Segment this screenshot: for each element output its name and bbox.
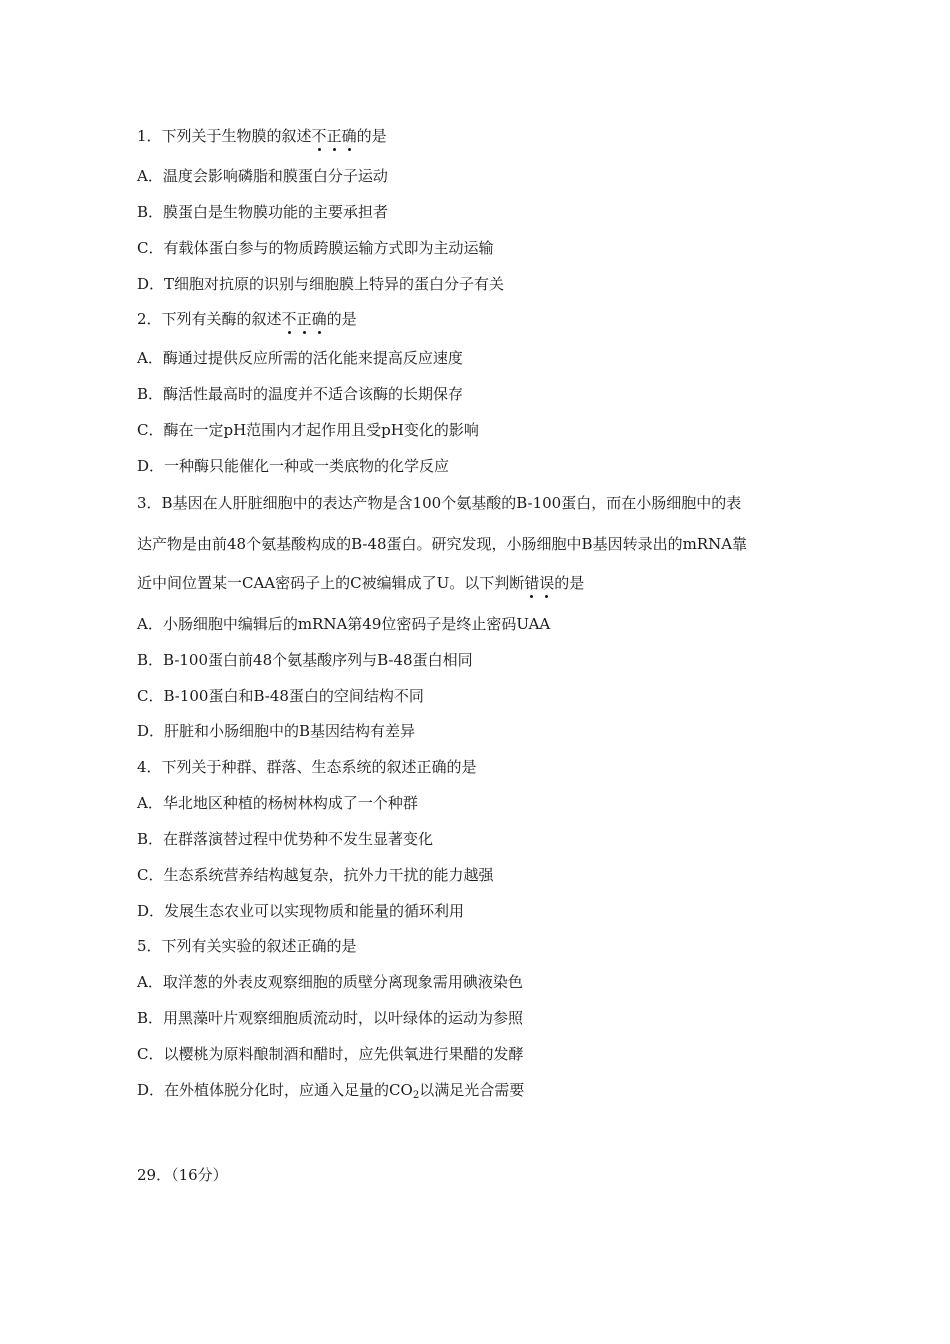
question-2-option-b: B．酶活性最高时的温度并不适合该酶的长期保存	[137, 385, 464, 403]
question-1-stem	[137, 126, 827, 146]
question-29-heading: 29．（16分）	[137, 1166, 228, 1184]
question-5-option-b: B．用黑藻叶片观察细胞质流动时，以叶绿体的运动为参照	[137, 1009, 524, 1027]
emphasis-char: 确	[311, 310, 327, 328]
emphasis-char: 正	[326, 127, 342, 145]
question-4-option-b: B．在群落演替过程中优势种不发生显著变化	[137, 830, 434, 848]
question-1-option-b: B．膜蛋白是生物膜功能的主要承担者	[137, 203, 389, 221]
question-2-option-a: A．酶通过提供反应所需的活化能来提高反应速度	[137, 349, 463, 367]
emphasis-char: 误	[539, 574, 555, 592]
emphasis-char: 不	[281, 310, 297, 328]
question-3-option-c: C．B-100蛋白和B-48蛋白的空间结构不同	[137, 687, 424, 705]
question-5-option-d-subscript: 2	[412, 1090, 420, 1101]
question-5-option-d-text: D．在外植体脱分化时，应通入足量的CO	[137, 1081, 413, 1099]
question-2-option-c: C．酶在一定pH范围内才起作用且受pH变化的影响	[137, 421, 479, 439]
question-3-emphasis	[524, 574, 554, 592]
question-3-option-a: A．小肠细胞中编辑后的mRNA第49位密码子是终止密码UAA	[137, 615, 551, 633]
question-5-option-c: C．以樱桃为原料酿制酒和醋时，应先供氧进行果醋的发酵	[137, 1045, 524, 1063]
emphasis-char: 错	[524, 574, 540, 592]
question-3-option-b: B．B-100蛋白前48个氨基酸序列与B-48蛋白相同	[137, 651, 473, 669]
question-3-option-d: D．肝脏和小肠细胞中的B基因结构有差异	[137, 722, 416, 740]
question-4-option-a: A．华北地区种植的杨树林构成了一个种群	[137, 794, 418, 812]
question-2-stem-end: 的是	[326, 310, 357, 328]
question-1-option-d: D．T细胞对抗原的识别与细胞膜上特异的蛋白分子有关	[137, 275, 505, 293]
question-1-option-a: A．温度会影响磷脂和膜蛋白分子运动	[137, 167, 388, 185]
question-2-stem	[137, 309, 827, 329]
question-1-emphasis	[312, 127, 357, 145]
question-5-option-a: A．取洋葱的外表皮观察细胞的质壁分离现象需用碘液染色	[137, 973, 523, 991]
question-2-stem-text: 2．下列有关酶的叙述	[137, 310, 282, 328]
question-4-option-c: C．生态系统营养结构越复杂，抗外力干扰的能力越强	[137, 866, 494, 884]
question-4-stem: 4．下列关于种群、群落、生态系统的叙述正确的是	[137, 758, 477, 776]
question-2-option-d: D．一种酶只能催化一种或一类底物的化学反应	[137, 457, 450, 475]
question-2-emphasis	[282, 310, 327, 328]
question-5-option-d-end: 以满足光合需要	[419, 1081, 525, 1099]
question-1-option-c: C．有载体蛋白参与的物质跨膜运输方式即为主动运输	[137, 239, 494, 257]
question-1-stem-text: 1．下列关于生物膜的叙述	[137, 127, 312, 145]
question-4-option-d: D．发展生态农业可以实现物质和能量的循环利用	[137, 902, 465, 920]
emphasis-char: 正	[296, 310, 312, 328]
emphasis-char: 确	[341, 127, 357, 145]
question-5-option-d	[137, 1080, 827, 1100]
question-3-stem-line-2: 达产物是由前48个氨基酸构成的B-48蛋白。研究发现，小肠细胞中B基因转录出的mRNA靠	[137, 535, 748, 553]
question-3-stem-end: 的是	[554, 574, 585, 592]
question-1-stem-end: 的是	[356, 127, 387, 145]
question-3-stem-line-1: 3．B基因在人肝脏细胞中的表达产物是含100个氨基酸的B-100蛋白，而在小肠细胞中的表	[137, 494, 742, 512]
question-5-stem: 5．下列有关实验的叙述正确的是	[137, 937, 357, 955]
question-3-stem-text: 近中间位置某一CAA密码子上的C被编辑成了U。以下判断	[137, 574, 525, 592]
question-3-stem-line-3	[137, 573, 827, 593]
emphasis-char: 不	[311, 127, 327, 145]
